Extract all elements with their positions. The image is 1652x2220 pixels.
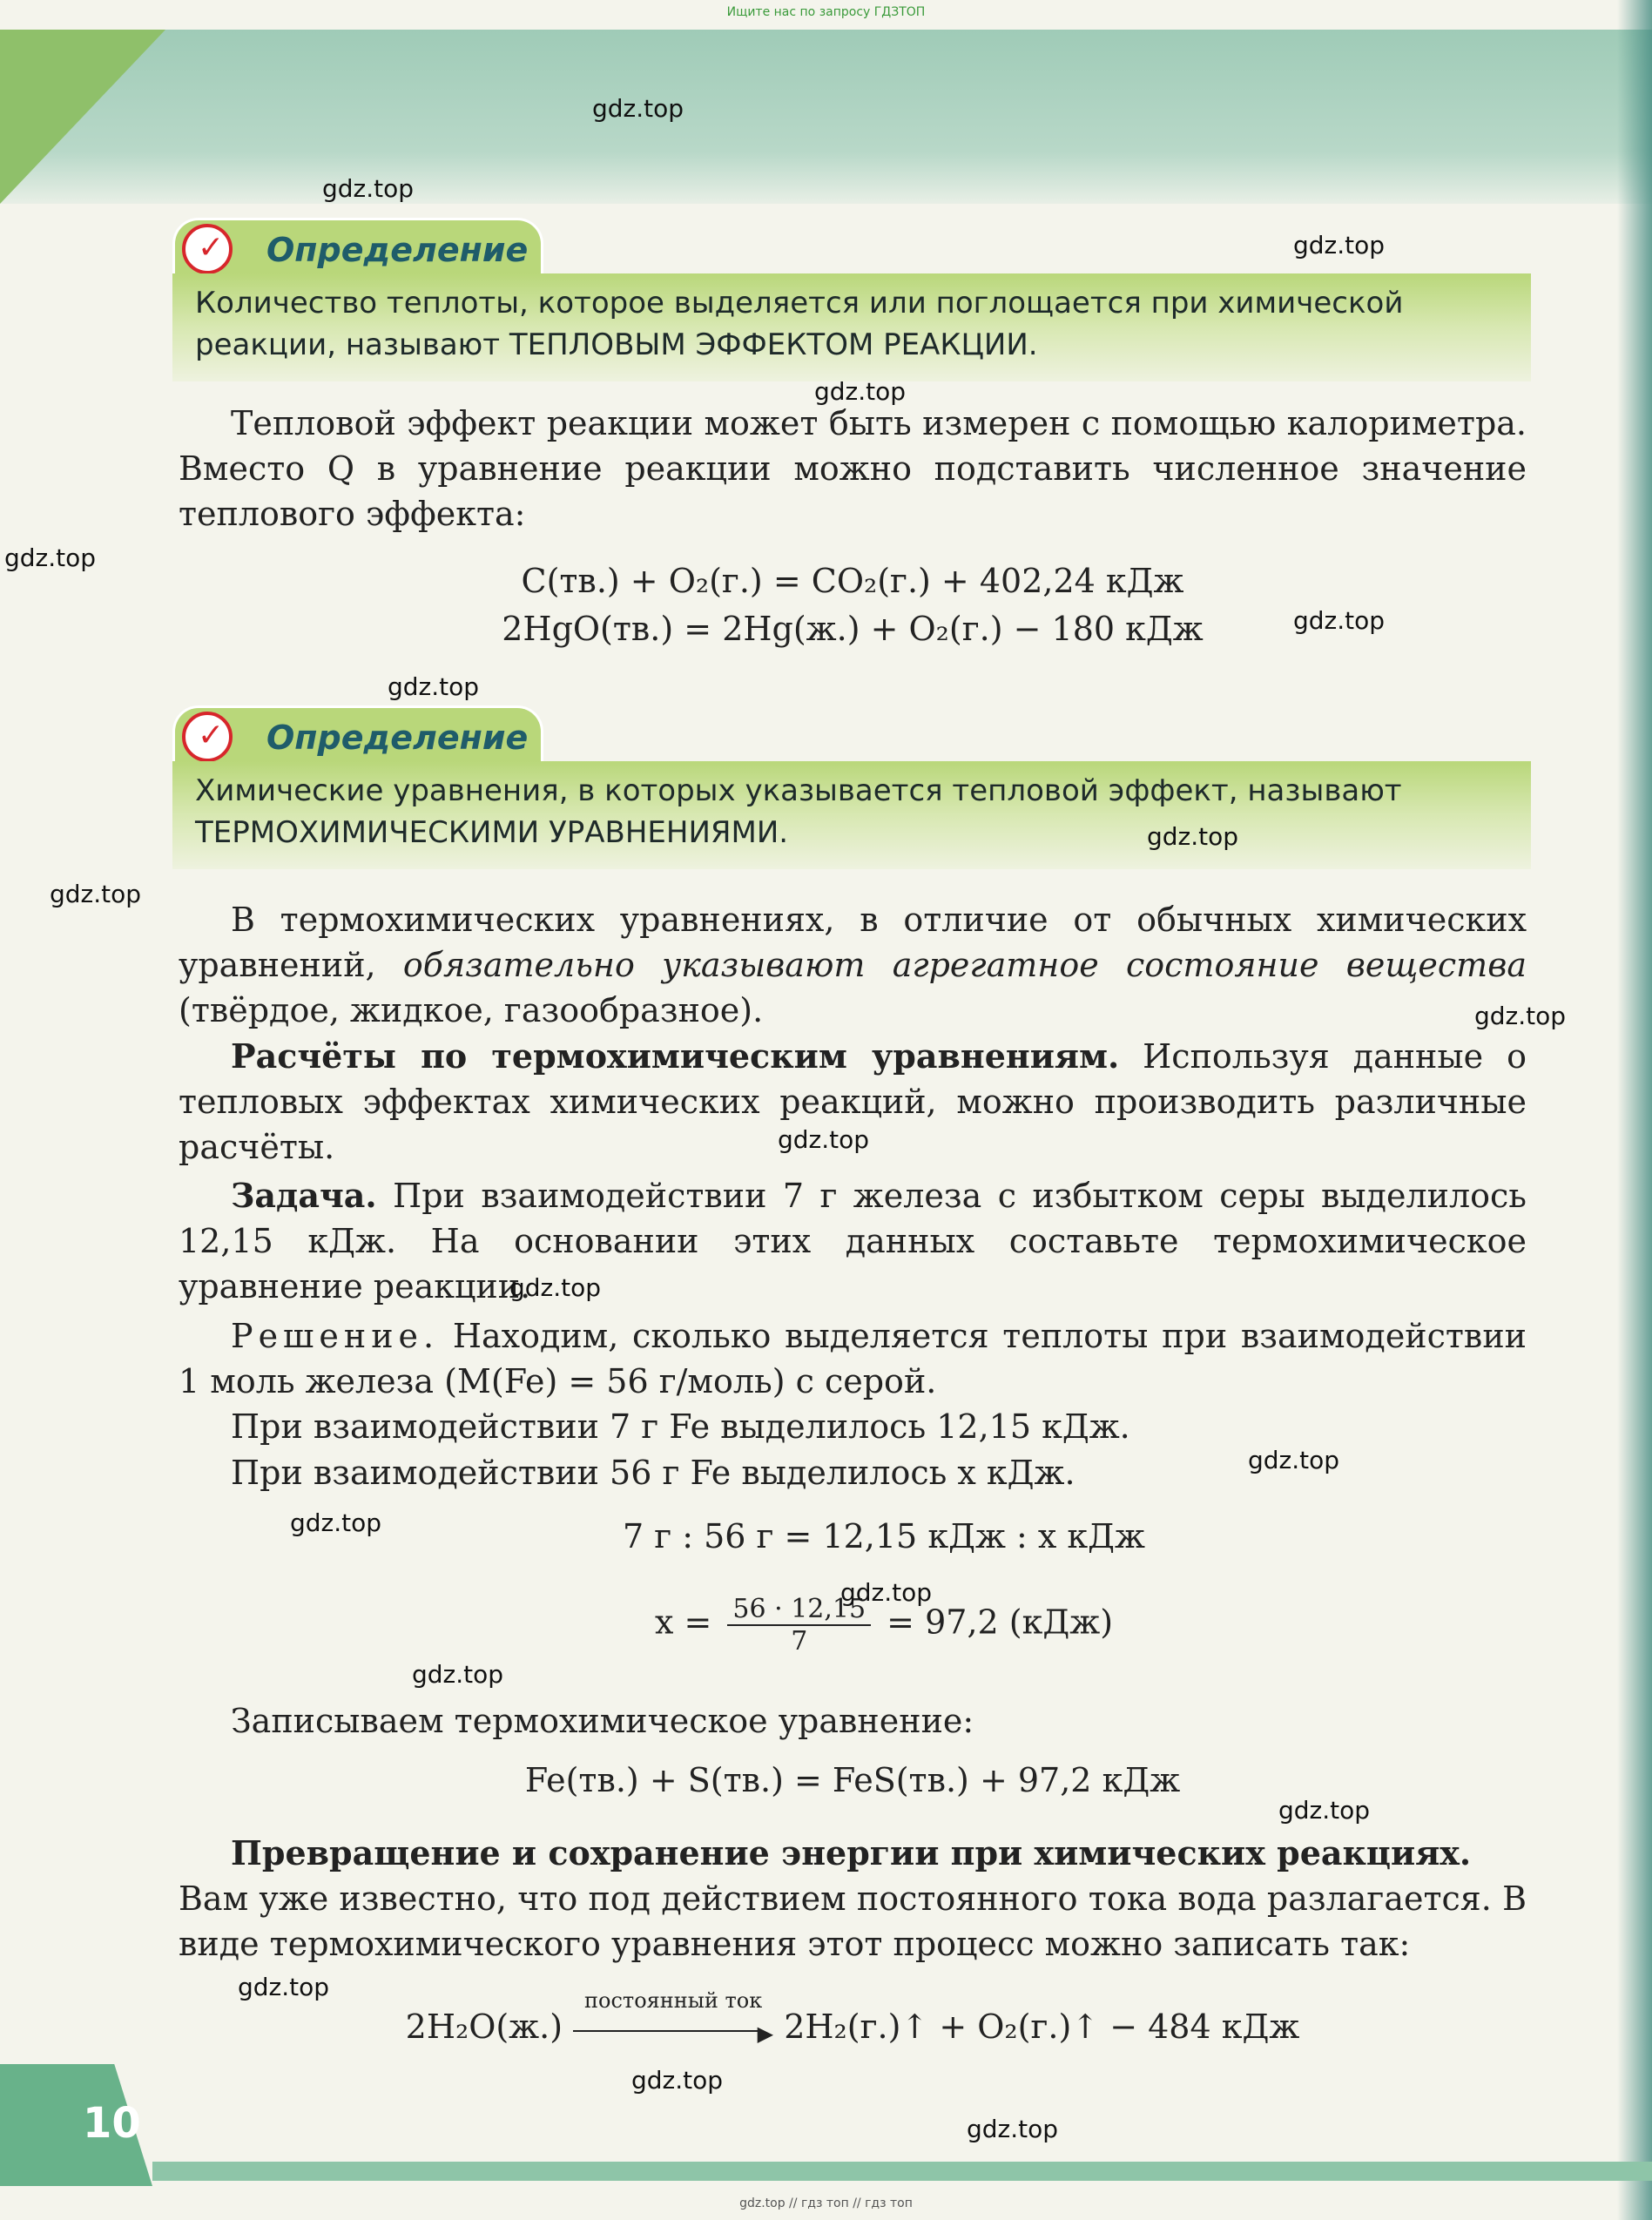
watermark: gdz.top — [50, 880, 142, 908]
watermark: gdz.top — [412, 1660, 504, 1689]
right-page-edge — [1617, 0, 1652, 2220]
fraction-numerator: 56 · 12,15 — [727, 1594, 871, 1626]
watermark: gdz.top — [840, 1578, 933, 1607]
definition-1-text: Количество теплоты, которое выделяется или поглощается при химической реакции, называют ТЕПЛОВЫМ ЭФФЕКТОМ РЕАКЦИИ. — [195, 286, 1404, 362]
paragraph-1 — [179, 401, 1527, 536]
equation-iron-sulfide: Fe(тв.) + S(тв.) = FeS(тв.) + 97,2 кДж — [524, 1761, 1181, 1799]
paragraph-1-text: Тепловой эффект реакции может быть измерен с помощью калориметра. Вместо Q в уравнение реакции можно подставить численное значение теплового эффекта: — [179, 404, 1527, 533]
arrow-label: постоянный ток — [584, 1987, 763, 2013]
definition-1-title: Определение — [266, 231, 529, 269]
watermark: gdz.top — [1248, 1446, 1340, 1474]
watermark: gdz.top — [1293, 231, 1386, 260]
energy-text: Вам уже известно, что под действием постоянного тока вода разлагается. В виде термохимического уравнения этот процесс можно записать так: — [179, 1879, 1527, 1963]
definition-1-box — [172, 273, 1531, 381]
top-band — [0, 30, 1652, 204]
definition-2-text: Химические уравнения, в которых указывается тепловой эффект, называют ТЕРМОХИМИЧЕСКИМИ УРАВНЕНИЯМИ. — [195, 773, 1402, 850]
paragraph-solution — [179, 1313, 1527, 1404]
paragraph-2-start: В термохимических уравнениях, в отличие от обычных химических уравнений, — [179, 901, 1527, 984]
paragraph-2-end: (твёрдое, жидкое, газообразное). — [179, 991, 764, 1029]
equation-mercury-oxide: 2HgO(тв.) = 2Hg(ж.) + O₂(г.) − 180 кДж — [502, 610, 1204, 648]
paragraph-task — [179, 1173, 1527, 1309]
fraction-lhs: x = — [654, 1603, 712, 1642]
definition-2-box — [172, 761, 1531, 869]
watermark: gdz.top — [322, 174, 415, 203]
watermark: gdz.top — [778, 1125, 870, 1154]
arrow-right-icon: ▶ — [757, 2021, 774, 2046]
calc-heading: Расчёты по термохимическим уравнениям. — [231, 1036, 1120, 1076]
watermark: gdz.top — [290, 1508, 382, 1537]
reaction-arrow — [573, 1987, 774, 2048]
proportion: 7 г : 56 г = 12,15 кДж : x кДж — [622, 1517, 1145, 1555]
watermark: gdz.top — [814, 377, 907, 406]
check-icon: ✓ — [182, 712, 233, 762]
fraction-rhs: = 97,2 (кДж) — [887, 1603, 1114, 1642]
watermark: gdz.top — [238, 1973, 330, 2001]
watermark: gdz.top — [1278, 1796, 1371, 1825]
definition-2-label — [172, 705, 543, 764]
watermark: gdz.top — [967, 2115, 1059, 2143]
calc-text: Используя данные о тепловых эффектах химических реакций, можно производить различные расчёты. — [179, 1037, 1527, 1166]
paragraph-energy — [179, 1831, 1527, 1967]
page-number: 10 — [83, 2099, 141, 2148]
task-heading: Задача. — [231, 1176, 377, 1215]
energy-heading: Превращение и сохранение энергии при химических реакциях. — [231, 1833, 1472, 1872]
watermark: gdz.top — [1147, 822, 1239, 851]
footer-note: gdz.top // гдз топ // гдз топ — [739, 2196, 913, 2210]
write-equation-text: Записываем термохимическое уравнение: — [231, 1702, 974, 1740]
watermark: gdz.top — [1474, 1002, 1567, 1030]
water-rhs: 2H₂(г.)↑ + O₂(г.)↑ − 484 кДж — [784, 2007, 1300, 2046]
line-7g: При взаимодействии 7 г Fe выделилось 12,15 кДж. — [231, 1407, 1130, 1446]
watermark: gdz.top — [592, 94, 684, 123]
watermark: gdz.top — [4, 543, 97, 572]
watermark: gdz.top — [631, 2066, 724, 2095]
paragraph-2 — [179, 897, 1527, 1033]
definition-2-title: Определение — [266, 719, 529, 757]
water-lhs: 2H₂O(ж.) — [405, 2007, 563, 2046]
equation-carbon: C(тв.) + O₂(г.) = CO₂(г.) + 402,24 кДж — [521, 562, 1184, 600]
header-note: Ищите нас по запросу ГДЗТОП — [726, 5, 926, 19]
solution-heading: Решение. — [231, 1317, 440, 1355]
bottom-band — [152, 2162, 1652, 2181]
fraction-denominator: 7 — [791, 1626, 808, 1657]
watermark: gdz.top — [509, 1273, 602, 1302]
solution-text: Находим, сколько выделяется теплоты при взаимодействии 1 моль железа (M(Fe) = 56 г/моль) с серой. — [179, 1317, 1527, 1400]
watermark: gdz.top — [388, 672, 480, 701]
watermark: gdz.top — [1293, 606, 1386, 635]
definition-1-label — [172, 218, 543, 276]
line-56g: При взаимодействии 56 г Fe выделилось x кДж. — [231, 1454, 1075, 1492]
check-icon: ✓ — [182, 224, 233, 274]
paragraph-2-italic: обязательно указывают агрегатное состояние вещества — [402, 946, 1527, 984]
task-text: При взаимодействии 7 г железа с избытком серы выделилось 12,15 кДж. На основании этих данных составьте термохимическое уравнение реакции. — [179, 1177, 1527, 1306]
